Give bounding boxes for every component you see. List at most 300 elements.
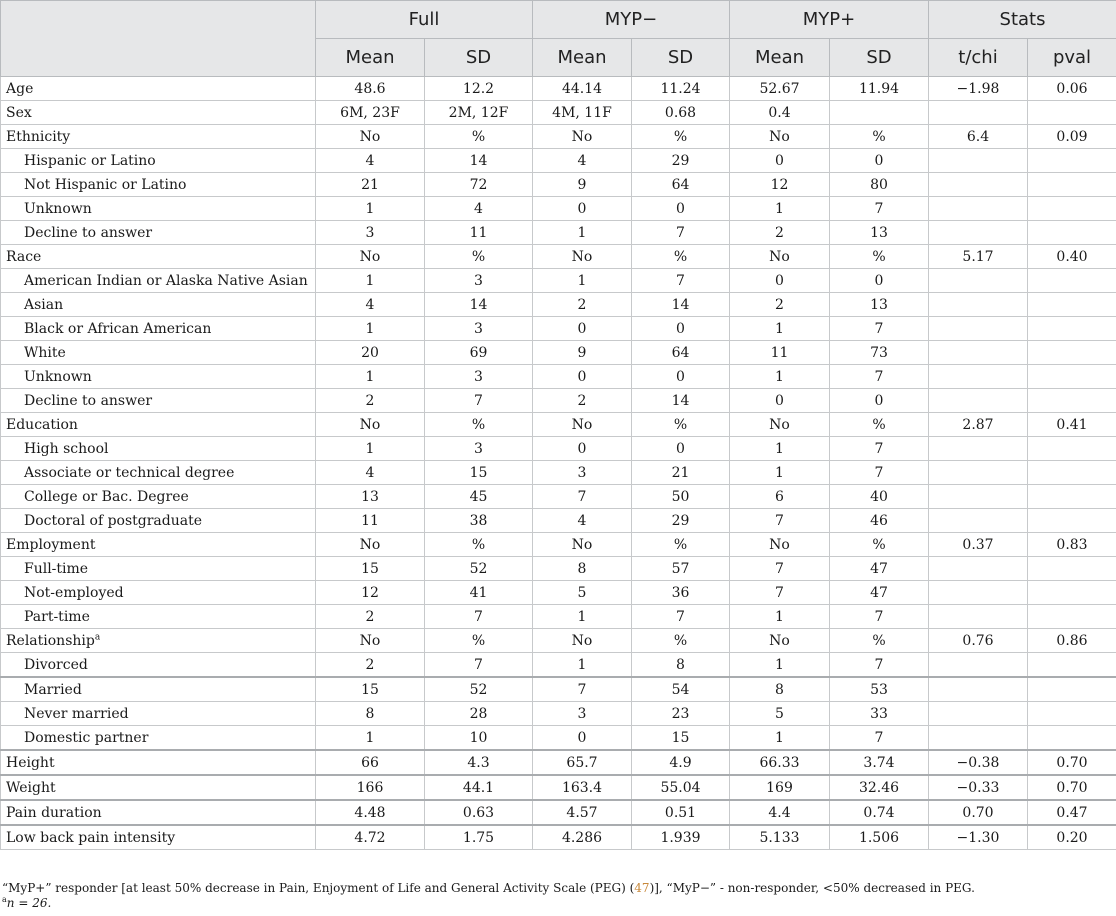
- cell-myp-minus-mean: 4.286: [533, 825, 632, 850]
- cell-full-mean: 21: [316, 173, 425, 197]
- cell-myp-plus-sd: 40: [830, 485, 929, 509]
- cell-t-chi: 5.17: [929, 245, 1028, 269]
- row-label: Asian: [24, 296, 64, 313]
- row-label: Education: [6, 416, 78, 433]
- cell-myp-minus-sd: 4.9: [632, 750, 730, 775]
- row-label-cell: [1, 702, 316, 726]
- row-label: Full-time: [24, 560, 89, 577]
- cell-myp-minus-sd: 0.51: [632, 800, 730, 825]
- cell-myp-minus-mean: 5: [533, 581, 632, 605]
- cell-t-chi: [929, 726, 1028, 751]
- cell-pval: [1028, 341, 1116, 365]
- row-label-cell: [1, 750, 316, 775]
- cell-myp-minus-mean: 65.7: [533, 750, 632, 775]
- cell-myp-plus-mean: No: [730, 533, 830, 557]
- cell-t-chi: [929, 317, 1028, 341]
- cell-full-mean: 11: [316, 509, 425, 533]
- table-row: [1, 533, 1116, 557]
- subheader-t-chi: t/chi: [929, 39, 1028, 77]
- cell-pval: [1028, 605, 1116, 629]
- cell-myp-plus-sd: [830, 101, 929, 125]
- cell-full-mean: 1: [316, 317, 425, 341]
- row-label: Decline to answer: [24, 224, 153, 241]
- cell-full-sd: 3: [425, 317, 533, 341]
- group-header-full: Full: [316, 1, 533, 39]
- group-header-myp-minus: MYP−: [533, 1, 730, 39]
- cell-t-chi: [929, 149, 1028, 173]
- cell-pval: [1028, 653, 1116, 678]
- cell-myp-plus-sd: 33: [830, 702, 929, 726]
- table-row: [1, 197, 1116, 221]
- cell-myp-plus-sd: %: [830, 629, 929, 653]
- cell-myp-plus-sd: 0: [830, 149, 929, 173]
- cell-myp-plus-mean: 1: [730, 605, 830, 629]
- cell-full-sd: 4.3: [425, 750, 533, 775]
- row-label-cell: [1, 605, 316, 629]
- cell-full-sd: 28: [425, 702, 533, 726]
- cell-myp-plus-mean: 1: [730, 197, 830, 221]
- cell-t-chi: 0.76: [929, 629, 1028, 653]
- cell-myp-plus-sd: %: [830, 245, 929, 269]
- cell-full-sd: 0.63: [425, 800, 533, 825]
- cell-pval: [1028, 221, 1116, 245]
- cell-myp-plus-sd: 7: [830, 605, 929, 629]
- footnote-marker: a: [2, 895, 7, 904]
- cell-myp-minus-sd: 29: [632, 149, 730, 173]
- cell-myp-minus-mean: 8: [533, 557, 632, 581]
- cell-t-chi: [929, 389, 1028, 413]
- cell-full-sd: 7: [425, 389, 533, 413]
- cell-pval: 0.41: [1028, 413, 1116, 437]
- cell-myp-minus-sd: 7: [632, 605, 730, 629]
- cell-myp-plus-sd: 7: [830, 317, 929, 341]
- cell-myp-minus-mean: 4: [533, 149, 632, 173]
- cell-myp-minus-mean: 1: [533, 221, 632, 245]
- cell-full-mean: 4: [316, 293, 425, 317]
- cell-full-mean: 1: [316, 726, 425, 751]
- cell-myp-minus-sd: 23: [632, 702, 730, 726]
- row-label-cell: [1, 317, 316, 341]
- cell-t-chi: 2.87: [929, 413, 1028, 437]
- cell-full-sd: 3: [425, 365, 533, 389]
- cell-myp-minus-mean: 7: [533, 485, 632, 509]
- row-label: Unknown: [24, 368, 92, 385]
- row-label: Weight: [6, 779, 56, 796]
- row-label: Race: [6, 248, 42, 265]
- cell-full-mean: 66: [316, 750, 425, 775]
- cell-myp-plus-mean: No: [730, 413, 830, 437]
- row-label-cell: [1, 485, 316, 509]
- cell-t-chi: [929, 557, 1028, 581]
- cell-myp-plus-sd: %: [830, 413, 929, 437]
- table-header: [1, 1, 1116, 77]
- cell-myp-plus-sd: 13: [830, 221, 929, 245]
- table-row: [1, 800, 1116, 825]
- cell-myp-plus-mean: 7: [730, 509, 830, 533]
- cell-myp-minus-sd: 1.939: [632, 825, 730, 850]
- cell-myp-minus-mean: 7: [533, 677, 632, 702]
- cell-full-mean: 15: [316, 677, 425, 702]
- table-row: [1, 825, 1116, 850]
- table-row: [1, 269, 1116, 293]
- row-label: Never married: [24, 705, 129, 722]
- cell-myp-minus-sd: 29: [632, 509, 730, 533]
- cell-myp-minus-sd: 64: [632, 341, 730, 365]
- cell-myp-plus-mean: 5.133: [730, 825, 830, 850]
- cell-t-chi: [929, 702, 1028, 726]
- row-label: Sex: [6, 104, 32, 121]
- cell-myp-plus-sd: 7: [830, 653, 929, 678]
- cell-myp-plus-sd: 73: [830, 341, 929, 365]
- cell-myp-plus-sd: 13: [830, 293, 929, 317]
- cell-myp-minus-mean: 3: [533, 461, 632, 485]
- subheader-myp-plus-mean: Mean: [730, 39, 830, 77]
- row-label: Associate or technical degree: [24, 464, 235, 481]
- cell-full-sd: 72: [425, 173, 533, 197]
- cell-myp-plus-mean: 1: [730, 726, 830, 751]
- cell-t-chi: −0.33: [929, 775, 1028, 800]
- cell-pval: [1028, 389, 1116, 413]
- row-label: Not-employed: [24, 584, 124, 601]
- row-label-cell: [1, 677, 316, 702]
- cell-t-chi: [929, 581, 1028, 605]
- cell-myp-minus-mean: 1: [533, 605, 632, 629]
- cell-myp-minus-sd: 0.68: [632, 101, 730, 125]
- row-label-cell: [1, 293, 316, 317]
- cell-pval: 0.06: [1028, 77, 1116, 101]
- table-row: [1, 485, 1116, 509]
- cell-full-mean: 48.6: [316, 77, 425, 101]
- cell-myp-plus-mean: 2: [730, 221, 830, 245]
- cell-t-chi: [929, 509, 1028, 533]
- row-label-cell: [1, 461, 316, 485]
- table-row: [1, 557, 1116, 581]
- row-label: Hispanic or Latino: [24, 152, 156, 169]
- table-row: [1, 173, 1116, 197]
- cell-myp-plus-mean: No: [730, 245, 830, 269]
- cell-myp-minus-sd: 36: [632, 581, 730, 605]
- table-body: [1, 77, 1116, 850]
- row-label: Pain duration: [6, 804, 102, 821]
- cell-myp-minus-sd: 11.24: [632, 77, 730, 101]
- table-row: [1, 461, 1116, 485]
- row-label: Married: [24, 681, 82, 698]
- row-label: Black or African American: [24, 320, 212, 337]
- row-label: Not Hispanic or Latino: [24, 176, 187, 193]
- cell-t-chi: [929, 173, 1028, 197]
- cell-t-chi: [929, 197, 1028, 221]
- cell-myp-plus-mean: 0.4: [730, 101, 830, 125]
- cell-pval: [1028, 581, 1116, 605]
- cell-myp-plus-sd: 1.506: [830, 825, 929, 850]
- cell-myp-minus-sd: 14: [632, 389, 730, 413]
- cell-t-chi: [929, 221, 1028, 245]
- cell-myp-minus-sd: 0: [632, 197, 730, 221]
- cell-full-sd: 15: [425, 461, 533, 485]
- group-header-stats: Stats: [929, 1, 1116, 39]
- row-label: Doctoral of postgraduate: [24, 512, 203, 529]
- cell-myp-minus-mean: 9: [533, 341, 632, 365]
- cell-full-mean: No: [316, 125, 425, 149]
- cell-myp-plus-mean: 1: [730, 653, 830, 678]
- cell-myp-plus-sd: %: [830, 125, 929, 149]
- cell-full-sd: 44.1: [425, 775, 533, 800]
- cell-myp-minus-sd: %: [632, 413, 730, 437]
- cell-myp-minus-sd: 14: [632, 293, 730, 317]
- cell-myp-plus-sd: 7: [830, 365, 929, 389]
- cell-myp-minus-mean: 163.4: [533, 775, 632, 800]
- cell-full-sd: 3: [425, 269, 533, 293]
- cell-full-mean: 13: [316, 485, 425, 509]
- row-label: Decline to answer: [24, 392, 153, 409]
- footnote-definitions: [2, 877, 1112, 899]
- cell-full-sd: 10: [425, 726, 533, 751]
- cell-myp-plus-sd: 32.46: [830, 775, 929, 800]
- cell-myp-plus-mean: 4.4: [730, 800, 830, 825]
- cell-t-chi: 0.70: [929, 800, 1028, 825]
- cell-full-sd: 1.75: [425, 825, 533, 850]
- cell-myp-plus-mean: No: [730, 629, 830, 653]
- row-label-cell: [1, 245, 316, 269]
- cell-pval: 0.86: [1028, 629, 1116, 653]
- cell-myp-minus-mean: 2: [533, 293, 632, 317]
- row-label: White: [24, 344, 66, 361]
- cell-myp-plus-sd: 0: [830, 269, 929, 293]
- cell-full-mean: 15: [316, 557, 425, 581]
- cell-pval: [1028, 557, 1116, 581]
- cell-pval: [1028, 269, 1116, 293]
- table-row: [1, 389, 1116, 413]
- cell-myp-minus-sd: 64: [632, 173, 730, 197]
- table-row: [1, 77, 1116, 101]
- cell-myp-minus-sd: %: [632, 533, 730, 557]
- cell-myp-plus-mean: 1: [730, 437, 830, 461]
- cell-myp-minus-mean: 4M, 11F: [533, 101, 632, 125]
- table-row: [1, 726, 1116, 751]
- cell-myp-plus-sd: 11.94: [830, 77, 929, 101]
- cell-full-mean: No: [316, 629, 425, 653]
- row-label: Unknown: [24, 200, 92, 217]
- cell-full-mean: No: [316, 533, 425, 557]
- cell-pval: [1028, 509, 1116, 533]
- cell-full-sd: %: [425, 413, 533, 437]
- cell-myp-minus-sd: %: [632, 629, 730, 653]
- row-label: Divorced: [24, 656, 88, 673]
- row-label-cell: [1, 149, 316, 173]
- cell-full-sd: 52: [425, 557, 533, 581]
- row-label-cell: [1, 437, 316, 461]
- cell-pval: 0.83: [1028, 533, 1116, 557]
- row-label-cell: [1, 800, 316, 825]
- cell-myp-plus-sd: 47: [830, 557, 929, 581]
- table-row: [1, 413, 1116, 437]
- cell-myp-minus-mean: No: [533, 125, 632, 149]
- row-label: Part-time: [24, 608, 90, 625]
- cell-myp-minus-sd: %: [632, 125, 730, 149]
- subheader-myp-plus-sd: SD: [830, 39, 929, 77]
- row-label: Domestic partner: [24, 729, 149, 746]
- row-label: Age: [6, 80, 34, 97]
- cell-full-sd: 7: [425, 653, 533, 678]
- cell-full-mean: 1: [316, 197, 425, 221]
- row-label-cell: [1, 365, 316, 389]
- row-label-cell: [1, 825, 316, 850]
- cell-pval: [1028, 173, 1116, 197]
- row-label-cell: [1, 125, 316, 149]
- cell-full-sd: 52: [425, 677, 533, 702]
- cell-full-mean: 4: [316, 461, 425, 485]
- cell-myp-plus-sd: 7: [830, 197, 929, 221]
- cell-pval: [1028, 726, 1116, 751]
- cell-myp-minus-sd: 0: [632, 317, 730, 341]
- cell-full-sd: 11: [425, 221, 533, 245]
- cell-myp-plus-sd: 3.74: [830, 750, 929, 775]
- cell-myp-minus-sd: 0: [632, 365, 730, 389]
- cell-t-chi: [929, 437, 1028, 461]
- cell-full-mean: 20: [316, 341, 425, 365]
- cell-myp-minus-mean: 2: [533, 389, 632, 413]
- cell-full-mean: 166: [316, 775, 425, 800]
- footnote-sample-size-text: n = 26.: [6, 896, 52, 910]
- cell-full-mean: 1: [316, 269, 425, 293]
- subheader-full-mean: Mean: [316, 39, 425, 77]
- cell-full-sd: %: [425, 125, 533, 149]
- cell-full-mean: 12: [316, 581, 425, 605]
- table-row: [1, 149, 1116, 173]
- cell-full-sd: 14: [425, 293, 533, 317]
- cell-myp-minus-sd: 57: [632, 557, 730, 581]
- row-label-cell: [1, 197, 316, 221]
- table-row: [1, 341, 1116, 365]
- cell-myp-plus-mean: 1: [730, 365, 830, 389]
- row-label: College or Bac. Degree: [24, 488, 189, 505]
- cell-myp-minus-mean: 9: [533, 173, 632, 197]
- cell-pval: 0.47: [1028, 800, 1116, 825]
- cell-pval: 0.70: [1028, 750, 1116, 775]
- cell-full-mean: 4: [316, 149, 425, 173]
- cell-myp-plus-mean: 7: [730, 557, 830, 581]
- cell-full-sd: 4: [425, 197, 533, 221]
- cell-full-sd: 14: [425, 149, 533, 173]
- cell-full-mean: 1: [316, 365, 425, 389]
- cell-myp-plus-sd: 46: [830, 509, 929, 533]
- cell-myp-plus-sd: 0: [830, 389, 929, 413]
- table-row: [1, 677, 1116, 702]
- cell-pval: 0.70: [1028, 775, 1116, 800]
- cell-myp-minus-mean: 1: [533, 269, 632, 293]
- cell-t-chi: [929, 461, 1028, 485]
- cell-myp-plus-sd: 7: [830, 437, 929, 461]
- cell-t-chi: [929, 269, 1028, 293]
- table-row: [1, 317, 1116, 341]
- cell-myp-plus-mean: No: [730, 125, 830, 149]
- cell-myp-plus-mean: 0: [730, 149, 830, 173]
- row-label-cell: [1, 77, 316, 101]
- row-label-cell: [1, 341, 316, 365]
- table-row: [1, 125, 1116, 149]
- cell-myp-plus-mean: 11: [730, 341, 830, 365]
- cell-myp-minus-mean: No: [533, 629, 632, 653]
- table-row: [1, 653, 1116, 678]
- cell-t-chi: [929, 677, 1028, 702]
- row-label: Ethnicity: [6, 128, 71, 145]
- cell-myp-minus-sd: 7: [632, 269, 730, 293]
- cell-myp-minus-sd: 55.04: [632, 775, 730, 800]
- table-row: [1, 605, 1116, 629]
- row-label: Low back pain intensity: [6, 829, 176, 846]
- cell-myp-plus-mean: 5: [730, 702, 830, 726]
- subheader-myp-minus-mean: Mean: [533, 39, 632, 77]
- cell-myp-minus-mean: No: [533, 413, 632, 437]
- table-row: [1, 629, 1116, 653]
- cell-myp-plus-sd: 80: [830, 173, 929, 197]
- cell-myp-plus-sd: 7: [830, 461, 929, 485]
- cell-myp-plus-sd: 53: [830, 677, 929, 702]
- row-label-cell: [1, 173, 316, 197]
- row-label-cell: [1, 101, 316, 125]
- row-label: High school: [24, 440, 109, 457]
- cell-myp-minus-mean: No: [533, 533, 632, 557]
- table-row: [1, 509, 1116, 533]
- cell-myp-minus-sd: 50: [632, 485, 730, 509]
- cell-full-sd: 3: [425, 437, 533, 461]
- footnote-text-after: )], “MyP−” - non-responder, <50% decreased in PEG.: [649, 881, 975, 895]
- cell-full-sd: %: [425, 245, 533, 269]
- cell-pval: [1028, 461, 1116, 485]
- row-label-cell: [1, 581, 316, 605]
- row-label-cell: [1, 726, 316, 751]
- cell-pval: [1028, 365, 1116, 389]
- table-row: [1, 221, 1116, 245]
- cell-myp-plus-mean: 12: [730, 173, 830, 197]
- table-row: [1, 293, 1116, 317]
- table-row: [1, 365, 1116, 389]
- cell-pval: [1028, 437, 1116, 461]
- cell-myp-plus-sd: 47: [830, 581, 929, 605]
- row-label-cell: [1, 653, 316, 678]
- row-label-cell: [1, 533, 316, 557]
- cell-myp-plus-mean: 66.33: [730, 750, 830, 775]
- subheader-full-sd: SD: [425, 39, 533, 77]
- cell-myp-minus-mean: 1: [533, 653, 632, 678]
- cell-full-mean: 3: [316, 221, 425, 245]
- cell-myp-minus-mean: 0: [533, 317, 632, 341]
- cell-pval: [1028, 485, 1116, 509]
- cell-t-chi: [929, 365, 1028, 389]
- cell-full-mean: 2: [316, 653, 425, 678]
- cell-full-sd: 12.2: [425, 77, 533, 101]
- reference-link[interactable]: 47: [634, 881, 650, 895]
- cell-t-chi: [929, 101, 1028, 125]
- cell-myp-minus-mean: 0: [533, 197, 632, 221]
- cell-t-chi: −1.30: [929, 825, 1028, 850]
- cell-pval: [1028, 317, 1116, 341]
- cell-myp-minus-mean: 0: [533, 437, 632, 461]
- cell-full-mean: 2: [316, 605, 425, 629]
- cell-full-sd: 7: [425, 605, 533, 629]
- row-label-cell: [1, 389, 316, 413]
- table-row: [1, 245, 1116, 269]
- cell-full-sd: 41: [425, 581, 533, 605]
- table-row: [1, 581, 1116, 605]
- cell-myp-plus-mean: 0: [730, 389, 830, 413]
- group-header-myp-plus: MYP+: [730, 1, 929, 39]
- cell-t-chi: [929, 605, 1028, 629]
- cell-myp-plus-mean: 8: [730, 677, 830, 702]
- cell-myp-plus-mean: 1: [730, 461, 830, 485]
- cell-full-sd: 69: [425, 341, 533, 365]
- cell-myp-plus-mean: 2: [730, 293, 830, 317]
